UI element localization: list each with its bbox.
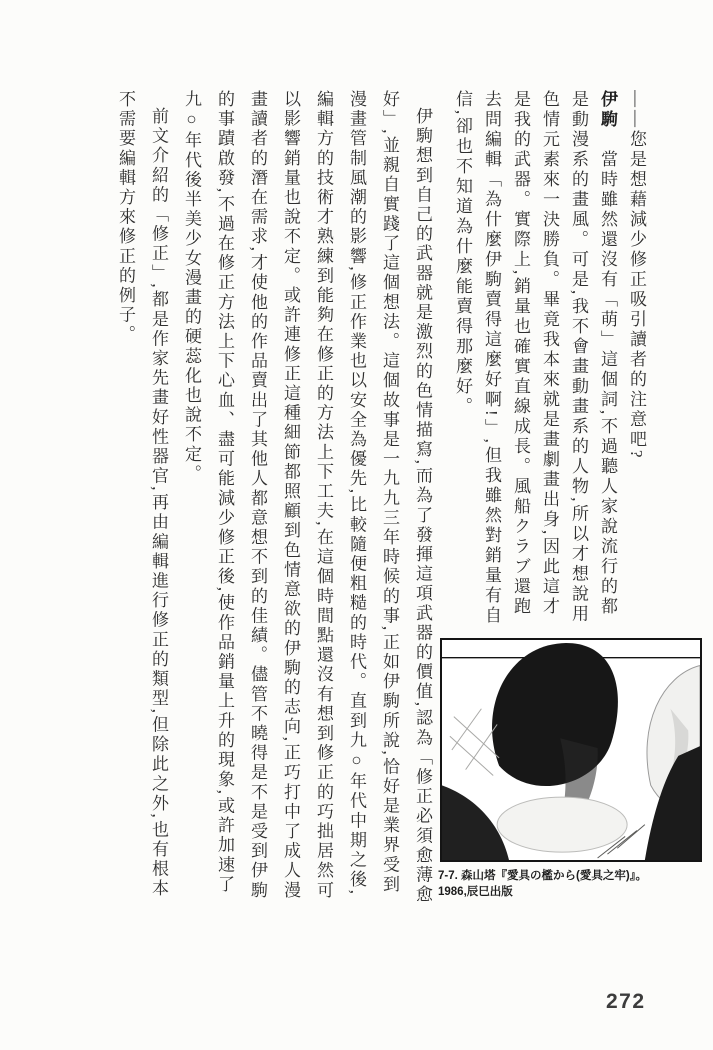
figure-caption [438,868,708,900]
caption-line-2: 1986,辰巳出版 [438,886,513,898]
paragraph-body-2: 前文介紹的「修正」,都是作家先畫好性器官,再由編輯進行修正的類型,但除此之外,也有根本不需要編輯方來修正的例子。 [116,90,168,899]
manga-illustration [442,640,700,860]
paragraph-body-1: 伊駒想到自己的武器就是激烈的色情描寫,而為了發揮這項武器的價值,認為「修正必須愈薄愈好」,並親自實踐了這個想法。這個故事是一九九三年時候的事,正如伊駒所說,恰好是業界受到漫畫管制風潮的影響,修正作業也以安全為優先,比較隨便粗糙的時代。直到九○年代中期之後,編輯方的技術才熟練到能夠在修正的方法上下工夫,在這個時間點還沒有想到修正的巧拙居然可以影響銷量也說不定。或許連修正這種細節都照顧到色情意欲的伊駒的志向,正巧打中了成人漫畫讀者的潛在需求,才使他的作品賣出了其他人都意想不到的佳績。儘管不曉得是不是受到伊駒的事蹟啟發,不過在修正方法上下心血、盡可能減少修正後,使作品銷量上升的現象,或許加速了九○年代後半美少女漫畫的硬蕊化也說不定。 [182,90,432,905]
paragraph-answer [448,90,622,632]
caption-line-1 [438,868,708,884]
paragraph-question: ——您是想藉減少修正吸引讀者的注意吧? [627,90,646,461]
figure-panel [440,638,702,862]
page-number: 272 [606,990,646,1013]
text-block-interview [443,90,651,632]
answer-text: 當時雖然還沒有「萌」這個詞,不過聽人家說流行的都是動漫系的畫風。可是,我不會畫動畫系的人物,所以才想說用色情元素來一決勝負。畢竟我本來就是畫劇畫出身,因此這才是我的武器。實際上,銷量也確實直線成長。風船クラブ還跑去問編輯「為什麼伊駒賣得這麼好啊!」,但我雖然對銷量有自信,卻也不知道為什麼能賣得那麼好。 [453,90,617,626]
caption-label: 7-7. [438,870,458,882]
speaker-name: 伊駒 [598,90,617,130]
text-block-body [99,90,439,908]
caption-title: 森山塔『愛具の檻から(愛具之牢)』。 [461,870,647,882]
